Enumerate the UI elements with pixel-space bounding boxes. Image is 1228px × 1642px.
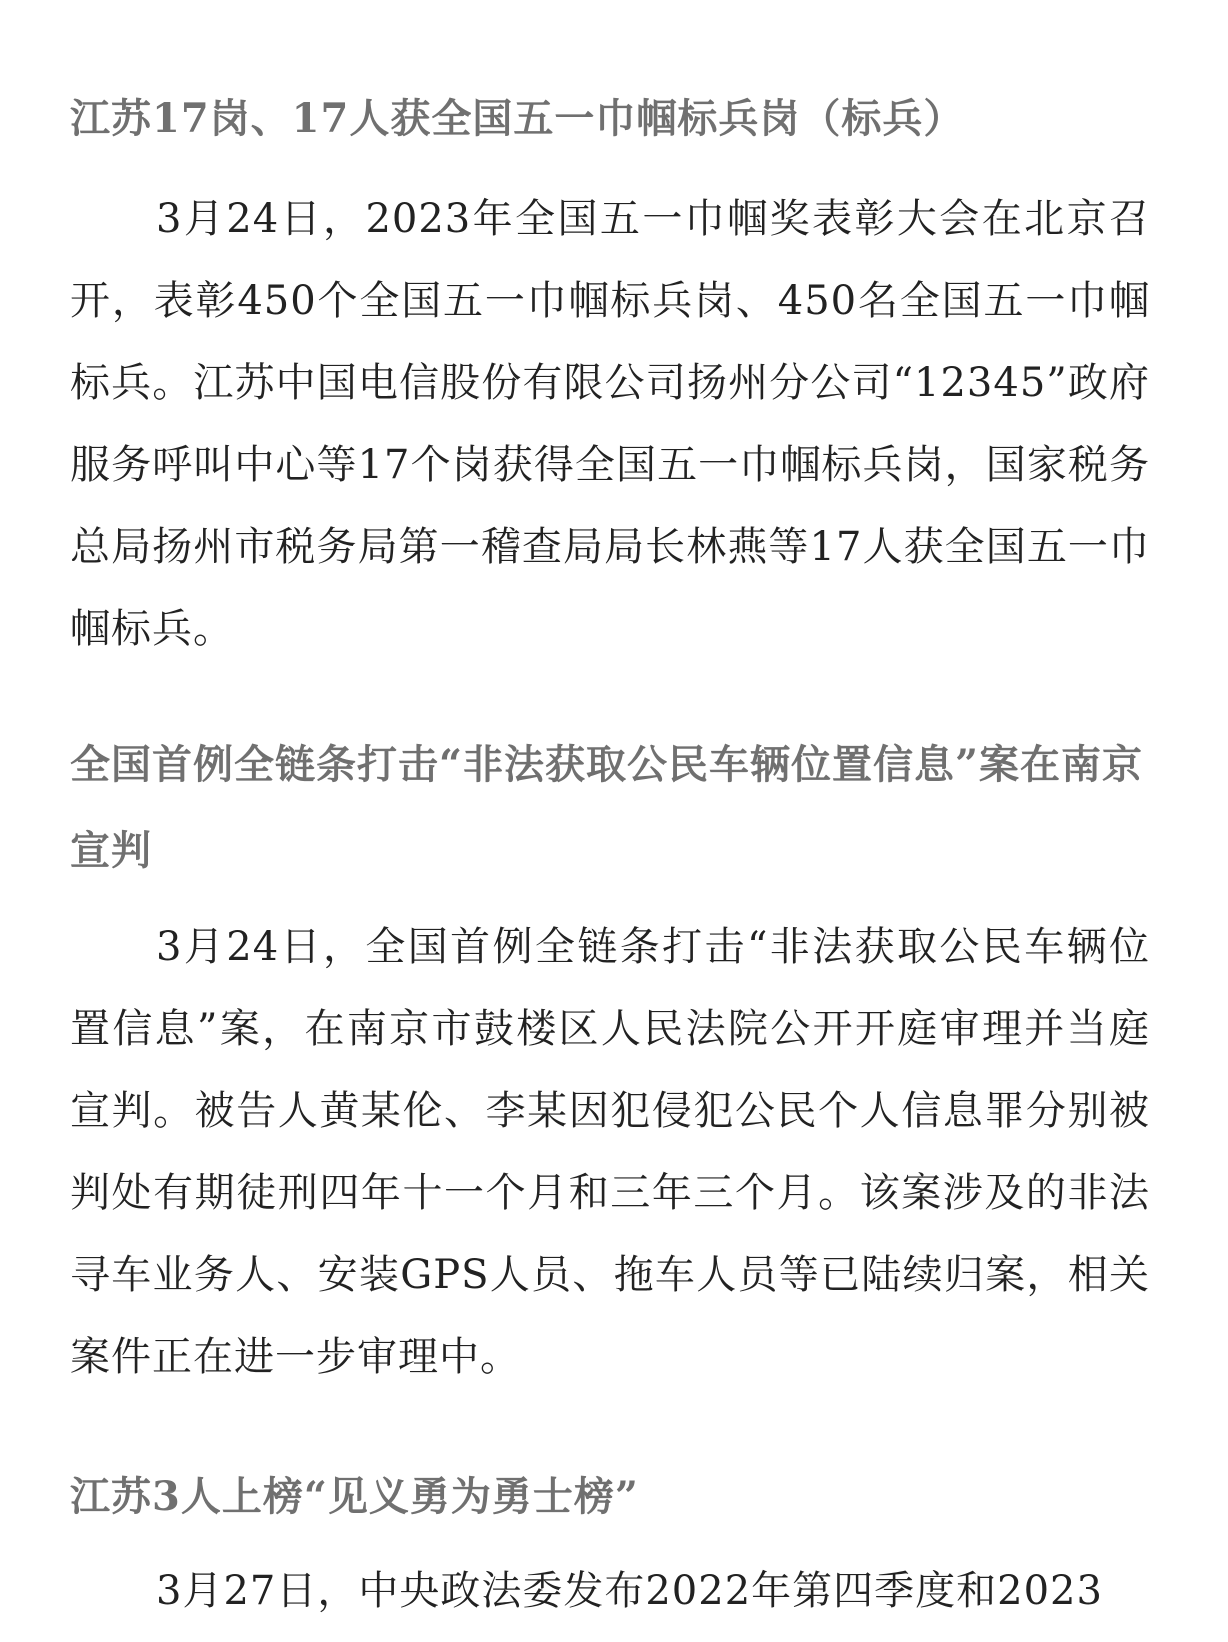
section-heading-1: 江苏17岗、17人获全国五一巾帼标兵岗（标兵） [70, 95, 965, 142]
section-heading-3: 江苏3人上榜“见义勇为勇士榜” [70, 1473, 639, 1520]
section-paragraph-1: 3月24日，2023年全国五一巾帼奖表彰大会在北京召开，表彰450个全国五一巾帼标兵岗、450名全国五一巾帼标兵。江苏中国电信股份有限公司扬州分公司“12345”政府服务呼叫中心等17个岗获得全国五一巾帼标兵岗，国家税务总局扬州市税务局第一稽查局局长林燕等17人获全国五一巾帼标兵。 [70, 196, 1150, 652]
section-paragraph-3: 3月27日，中央政法委发布2022年第四季度和2023 [156, 1568, 1103, 1614]
section-heading-2: 全国首例全链条打击“非法获取公民车辆位置信息”案在南京宣判 [70, 741, 1144, 874]
section-paragraph-2: 3月24日，全国首例全链条打击“非法获取公民车辆位置信息”案，在南京市鼓楼区人民法院公开开庭审理并当庭宣判。被告人黄某伦、李某因犯侵犯公民个人信息罪分别被判处有期徒刑四年十一个月和三年三个月。该案涉及的非法寻车业务人、安装GPS人员、拖车人员等已陆续归案，相关案件正在进一步审理中。 [70, 924, 1150, 1380]
